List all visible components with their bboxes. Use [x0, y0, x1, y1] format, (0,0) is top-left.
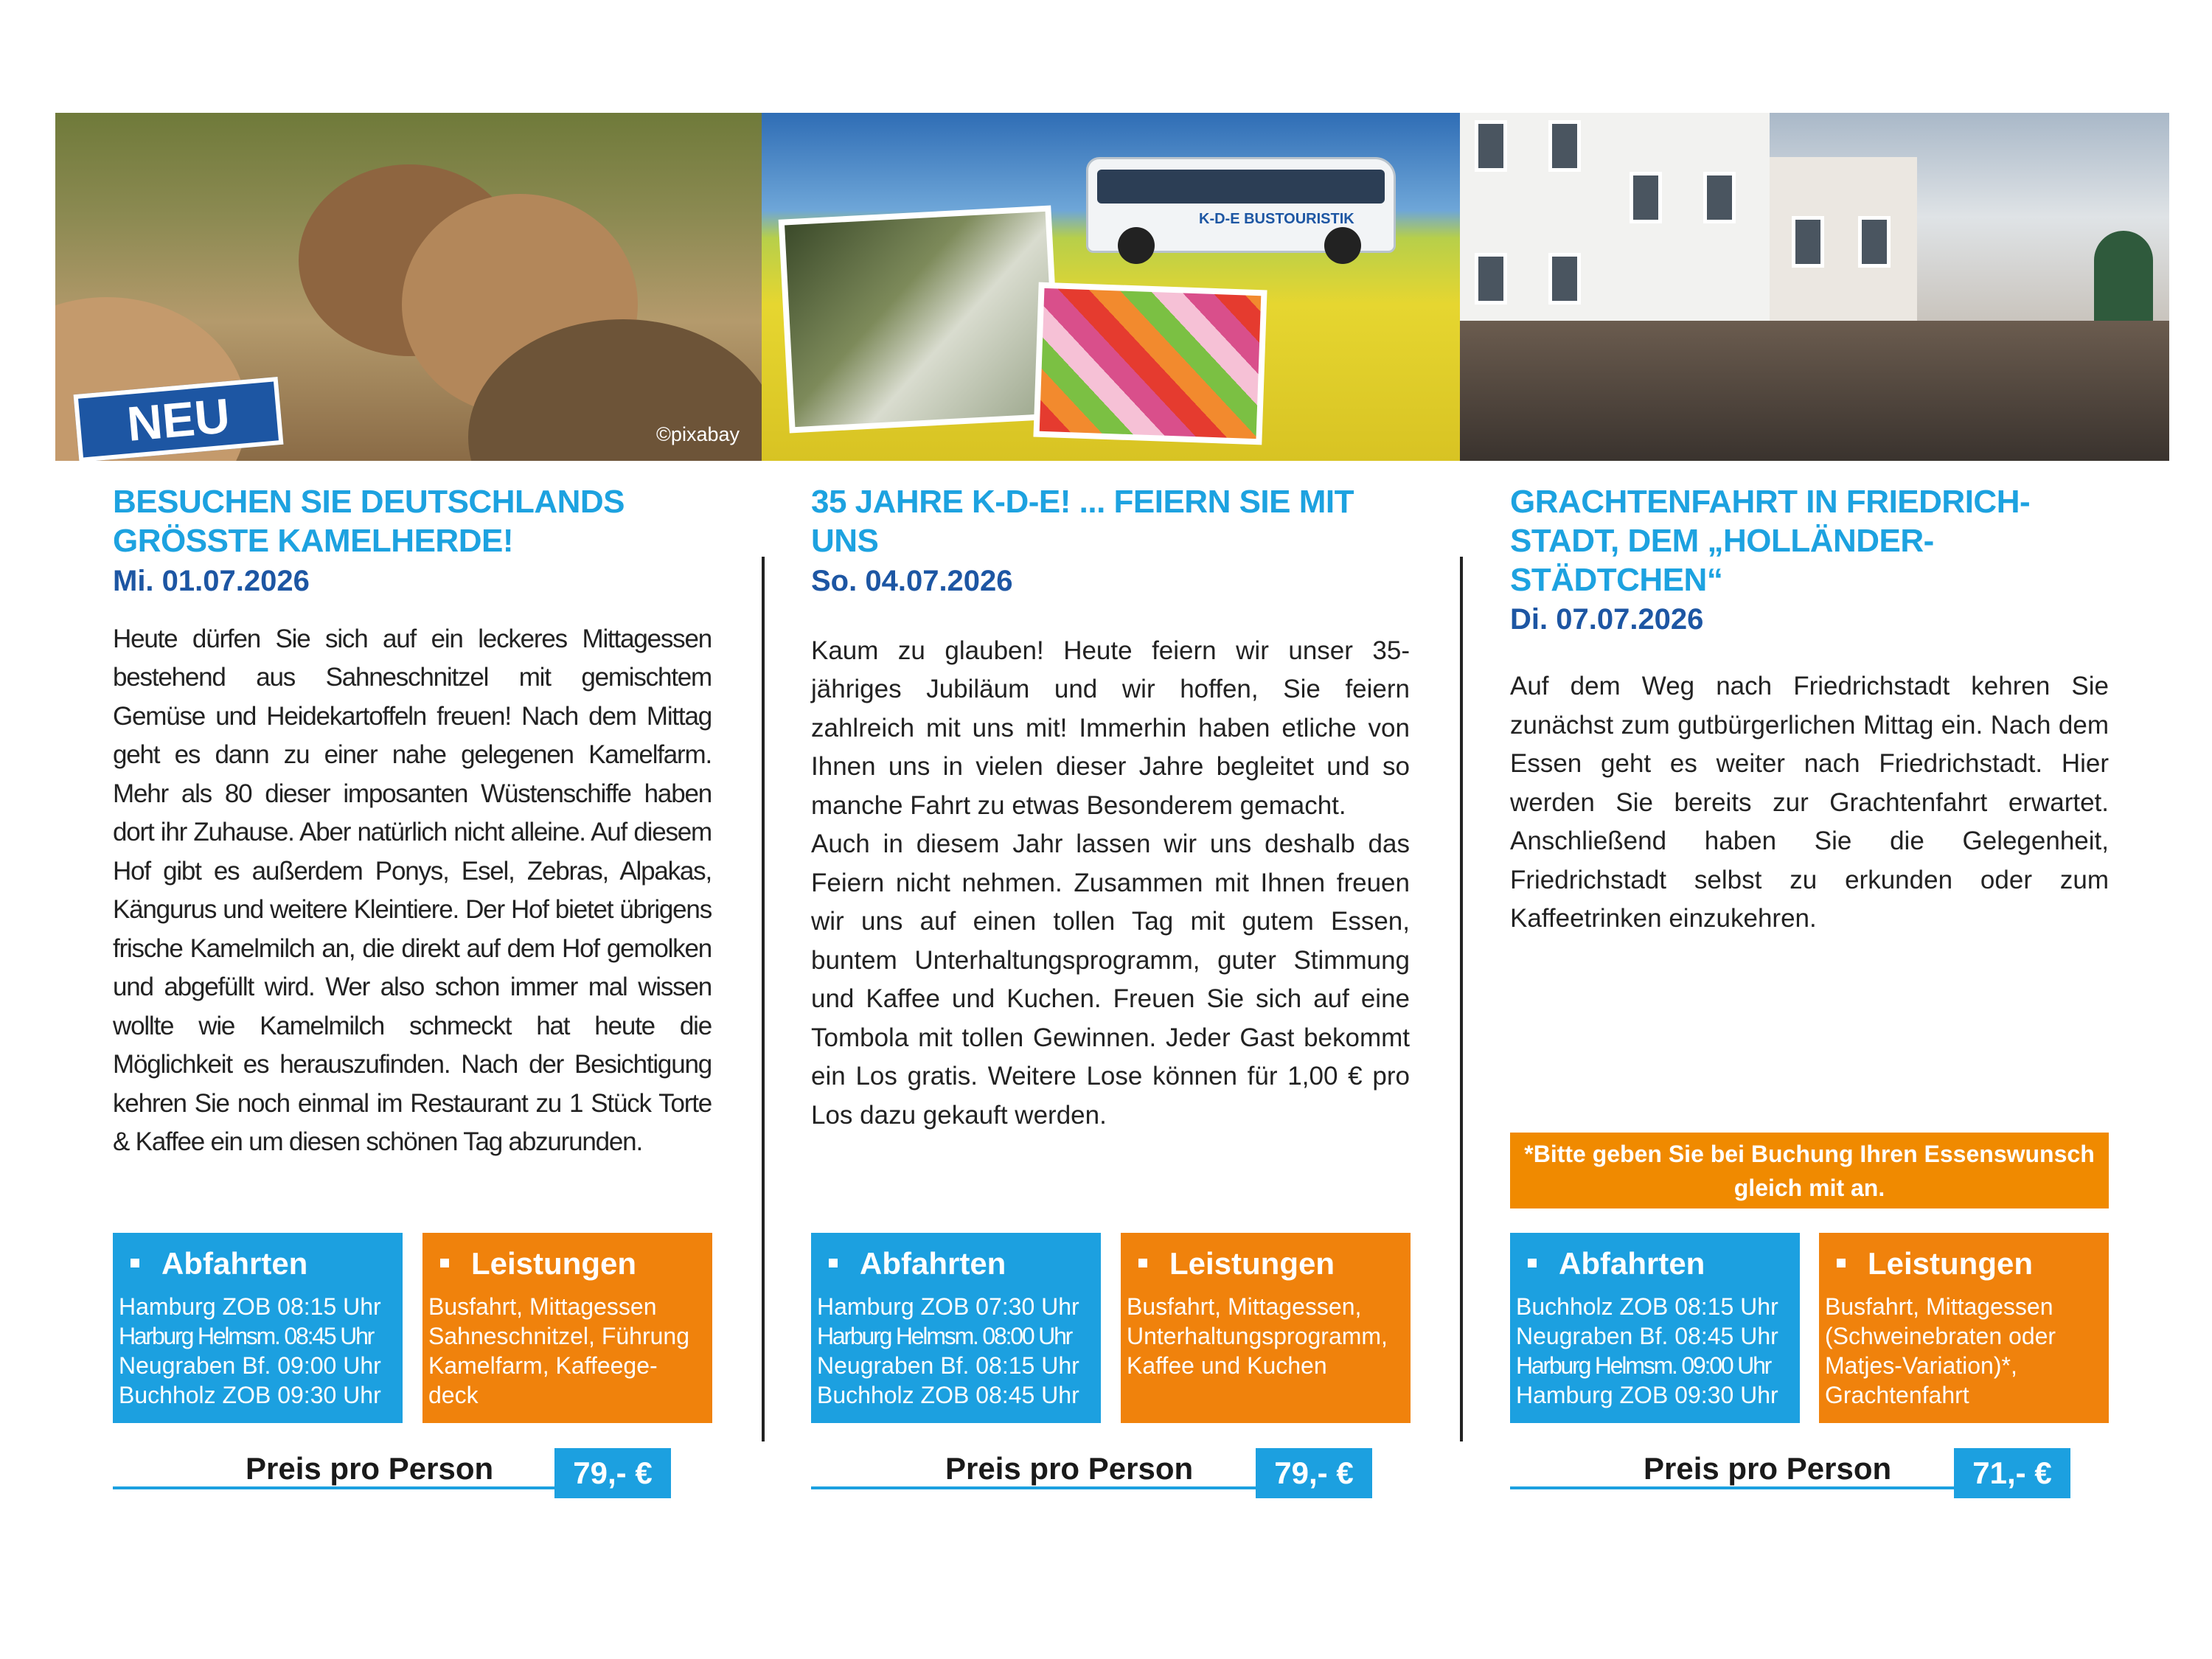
crowd-shape [1460, 321, 2169, 461]
departure-item: Neugraben Bf. 08:45 Uhr [1516, 1323, 1778, 1349]
bus-logo: K-D-E BUSTOURISTIK [1199, 211, 1354, 227]
departure-item: Buchholz ZOB 08:15 Uhr [1516, 1293, 1778, 1320]
departures-heading: Abfahrten [817, 1243, 1101, 1284]
service-item: Matjes-Variation)*, [1825, 1352, 2017, 1379]
tour-description [811, 632, 1410, 1135]
tour-title: GRACHTENFAHRT IN FRIEDRICH- STADT, DEM „HOLLÄNDER- STÄDTCHEN“ [1510, 484, 2031, 598]
departures-box [811, 1233, 1101, 1423]
photo-credit: ©pixabay [656, 423, 740, 445]
tour-title: BESUCHEN SIE DEUTSCHLANDS GRÖSSTE KAMELHERDE! [113, 484, 625, 559]
service-item: Kaffee und Kuchen [1127, 1352, 1327, 1379]
price-value: 71,- € [1954, 1448, 2070, 1498]
wheel-shape [1324, 227, 1361, 264]
price-label: Preis pro Person [945, 1451, 1194, 1486]
window-shape [1475, 253, 1507, 305]
tour-column-camels [113, 483, 712, 1162]
price-value: 79,- € [1256, 1448, 1372, 1498]
services-box [1819, 1233, 2109, 1423]
tour-date: Di. 07.07.2026 [1510, 603, 1704, 636]
departure-item: Harburg Helmsm. 09:00 Uhr [1516, 1352, 1771, 1379]
description-paragraph: Auf dem Weg nach Friedrichstadt kehren Sie zunächst zum gutbürgerlichen Mittag ein. Nach dem Essen geht es weiter nach Friedrichstadt. Hier werden Sie bereits zur Grachtenfahrt erwartet. Anschließend haben Sie die Gelegenheit, Friedrichstadt selbst zu erkunden oder zum Kaffeetrinken einzukehren. [1510, 672, 2109, 933]
tour-date: Mi. 01.07.2026 [113, 564, 310, 597]
departure-item: Neugraben Bf. 09:00 Uhr [119, 1352, 381, 1379]
departures-box [113, 1233, 403, 1423]
bullet-icon [1528, 1259, 1537, 1267]
departure-item: Hamburg ZOB 09:30 Uhr [1516, 1382, 1778, 1408]
tour-column-anniversary [811, 483, 1410, 1135]
description-paragraph: Heute dürfen Sie sich auf ein leckeres Mittagessen bestehend aus Sahneschnitzel mit gemischtem Gemüse und Heidekartoffeln freuen! Nach dem Mittag geht es dann zu einer nahe gelegenen Kamelfarm. Mehr als 80 dieser imposanten Wüstenschiffe haben dort ihr Zuhause. Aber natürlich nicht alleine. Auf diesem Hof gibt es außerdem Ponys, Esel, Zebras, Alpakas, Kängurus und weitere Kleintiere. Der Hof bietet übrigens frische Kamelmilch an, die direkt auf dem Hof gemolken und abgefüllt wird. Wer also schon immer mal wissen wollte wie Kamelmilch schmeckt hat heute die Möglichkeit es herauszufinden. Nach der Besichtigung kehren Sie noch einmal im Restaurant zu 1 Stück Torte & Kaffee ein um diesen schönen Tag abzurunden. [113, 624, 712, 1157]
friedrichstadt-photo [1460, 113, 2169, 461]
service-item: Kamelfarm, Kaffeege- [428, 1352, 658, 1379]
services-box [422, 1233, 712, 1423]
service-item: Busfahrt, Mittagessen [1825, 1293, 2053, 1320]
bullet-icon [1837, 1259, 1846, 1267]
raffle-tickets-image [1040, 288, 1262, 439]
departures-list [1516, 1292, 1800, 1410]
window-shape [1792, 216, 1824, 268]
description-paragraph: Kaum zu glauben! Heute feiern wir unser 35-jähriges Jubiläum und wir hoffen, Sie feiern zahlreich mit uns mit! Immerhin haben etliche von Ihnen uns in vielen dieser Jahre begleitet und so manche Fahrt zu etwas Besonderem gemacht. [811, 636, 1410, 820]
tour-title: 35 JAHRE K-D-E! ... FEIERN SIE MIT UNS [811, 484, 1354, 559]
departure-item: Buchholz ZOB 09:30 Uhr [119, 1382, 381, 1408]
service-item: Sahneschnitzel, Führung [428, 1323, 689, 1349]
bullet-icon [131, 1259, 139, 1267]
meal-choice-note: *Bitte geben Sie bei Buchung Ihren Essenswunsch gleich mit an. [1510, 1133, 2109, 1208]
window-shape [1703, 172, 1736, 223]
departure-item: Harburg Helmsm. 08:45 Uhr [119, 1323, 374, 1349]
tour-description [1510, 667, 2109, 939]
departure-item: Harburg Helmsm. 08:00 Uhr [817, 1323, 1072, 1349]
services-list [428, 1292, 712, 1410]
service-item: Unterhaltungsprogramm, [1127, 1323, 1388, 1349]
bullet-icon [1138, 1259, 1147, 1267]
service-item: Busfahrt, Mittagessen, [1127, 1293, 1362, 1320]
window-shape [1630, 172, 1662, 223]
departure-item: Hamburg ZOB 07:30 Uhr [817, 1293, 1079, 1320]
departures-box [1510, 1233, 1800, 1423]
champagne-photo [779, 206, 1062, 434]
new-badge: NEU [74, 377, 284, 461]
service-item: Busfahrt, Mittagessen [428, 1293, 657, 1320]
description-paragraph: Auch in diesem Jahr lassen wir uns deshalb das Feiern nicht nehmen. Zusammen mit Ihnen freuen wir uns auf einen tollen Tag mit gutem Essen, buntem Unterhaltungsprogramm, guter Stimmung und Kaffee und Kuchen. Freuen Sie sich auf eine Tombola mit tollen Gewinnen. Jeder Gast bekommt ein Los gratis. Weitere Lose können für 1,00 € pro Los dazu gekauft werden. [811, 830, 1410, 1130]
services-heading: Leistungen [1825, 1243, 2109, 1284]
departures-list [119, 1292, 403, 1410]
price-label: Preis pro Person [1644, 1451, 1892, 1486]
column-divider [762, 557, 765, 1441]
services-heading: Leistungen [1127, 1243, 1411, 1284]
bus-image [1086, 157, 1396, 253]
departure-item: Hamburg ZOB 08:15 Uhr [119, 1293, 381, 1320]
raffle-tickets-photo [1033, 282, 1267, 445]
tour-column-friedrichstadt [1510, 483, 2109, 939]
bus-window [1097, 170, 1385, 204]
bus-photo [762, 113, 1460, 461]
bullet-icon [440, 1259, 449, 1267]
services-list [1825, 1292, 2109, 1410]
champagne-image [785, 212, 1056, 427]
price-value: 79,- € [554, 1448, 671, 1498]
departure-item: Neugraben Bf. 08:15 Uhr [817, 1352, 1079, 1379]
service-item: Grachtenfahrt [1825, 1382, 1969, 1408]
services-box [1121, 1233, 1411, 1423]
services-list [1127, 1292, 1411, 1380]
window-shape [1548, 253, 1581, 305]
departures-heading: Abfahrten [119, 1243, 403, 1284]
departure-item: Buchholz ZOB 08:45 Uhr [817, 1382, 1079, 1408]
camels-photo [55, 113, 762, 461]
window-shape [1858, 216, 1891, 268]
departures-heading: Abfahrten [1516, 1243, 1800, 1284]
service-item: (Schweinebraten oder [1825, 1323, 2056, 1349]
service-item: deck [428, 1382, 479, 1408]
column-divider [1460, 557, 1463, 1441]
bullet-icon [829, 1259, 838, 1267]
window-shape [1475, 120, 1507, 172]
tour-description [113, 620, 712, 1162]
services-heading: Leistungen [428, 1243, 712, 1284]
price-label: Preis pro Person [246, 1451, 494, 1486]
window-shape [1548, 120, 1581, 172]
departures-list [817, 1292, 1101, 1410]
tour-date: So. 04.07.2026 [811, 564, 1013, 597]
wheel-shape [1118, 227, 1155, 264]
